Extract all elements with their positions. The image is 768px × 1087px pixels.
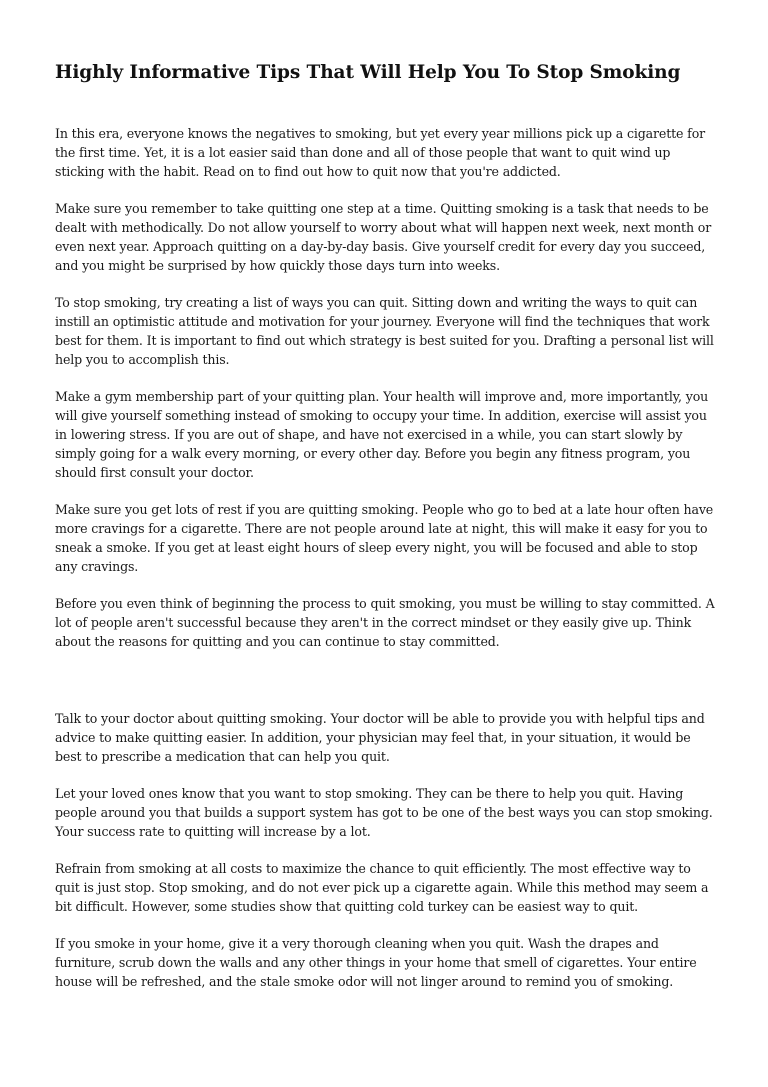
paragraph-list-of-ways: To stop smoking, try creating a list of ways you can quit. Sitting down and writing the ways to quit can instill an optimistic attitude and motivation for your journey. Everyone will find the techniques that work best for them. It is important to find out which strategy is best suited for you. Drafting a personal list will help you to accomplish this. xyxy=(55,295,714,367)
paragraph-cold-turkey: Refrain from smoking at all costs to maximize the chance to quit efficiently. The most effective way to quit is just stop. Stop smoking, and do not ever pick up a cigarette again. While this method may seem a bit difficult. However, some studies show that quitting cold turkey can be easiest way to quit. xyxy=(55,861,709,914)
paragraph-stay-committed: Before you even think of beginning the process to quit smoking, you must be willing to stay committed. A lot of people aren't successful because they aren't in the correct mindset or they easily give up. Think about the reasons for quitting and you can continue to stay committed. xyxy=(55,596,715,649)
paragraph-rest: Make sure you get lots of rest if you are quitting smoking. People who go to bed at a late hour often have more cravings for a cigarette. There are not people around late at night, this will make it easy for you to sneak a smoke. If you get at least eight hours of sleep every night, you will be focused and able to stop any cravings. xyxy=(55,502,714,574)
paragraph-loved-ones: Let your loved ones know that you want to stop smoking. They can be there to help you quit. Having people around you that builds a support system has got to be one of the best ways you can stop smoking. Your success rate to quitting will increase by a lot. xyxy=(55,786,713,839)
paragraph-intro: In this era, everyone knows the negatives to smoking, but yet every year millions pick up a cigarette for the first time. Yet, it is a lot easier said than done and all of those people that want to quit wind up sticking with the habit. Read on to find out how to quit now that you're addicted. xyxy=(55,126,705,179)
paragraph-one-step: Make sure you remember to take quitting one step at a time. Quitting smoking is a task that needs to be dealt with methodically. Do not allow yourself to worry about what will happen next week, next month or even next year. Approach quitting on a day-by-day basis. Give yourself credit for every day you succeed, and you might be surprised by how quickly those days turn into weeks. xyxy=(55,201,712,273)
document-page xyxy=(55,60,715,1009)
document-title: Highly Informative Tips That Will Help You To Stop Smoking xyxy=(55,62,681,83)
paragraph-clean-home: If you smoke in your home, give it a very thorough cleaning when you quit. Wash the drapes and furniture, scrub down the walls and any other things in your home that smell of cigarettes. Your entire house will be refreshed, and the stale smoke odor will not linger around to remind you of smoking. xyxy=(55,936,697,989)
paragraph-doctor: Talk to your doctor about quitting smoking. Your doctor will be able to provide you with helpful tips and advice to make quitting easier. In addition, your physician may feel that, in your situation, it would be best to prescribe a medication that can help you quit. xyxy=(55,711,705,764)
paragraph-gym-membership: Make a gym membership part of your quitting plan. Your health will improve and, more importantly, you will give yourself something instead of smoking to occupy your time. In addition, exercise will assist you in lowering stress. If you are out of shape, and have not exercised in a while, you can start slowly by simply going for a walk every morning, or every other day. Before you begin any fitness program, you should first consult your doctor. xyxy=(55,389,709,480)
section-gap xyxy=(55,669,715,709)
